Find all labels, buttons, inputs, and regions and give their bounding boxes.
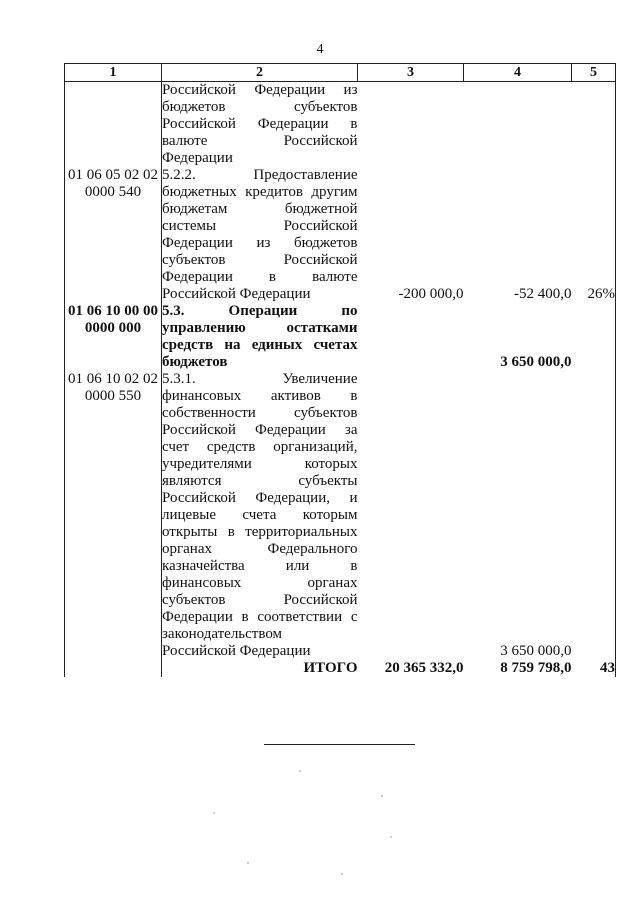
page-number: 4 — [316, 42, 324, 57]
footer-rule — [264, 744, 415, 745]
row-col3: -200 000,0 — [398, 286, 464, 302]
row-col4: -52 400,0 — [514, 286, 572, 302]
total-col5: 43 — [572, 660, 616, 677]
row-col4: 3 650 000,0 — [500, 354, 572, 370]
row-code: 01 06 10 00 00 0000 000 — [65, 303, 162, 371]
budget-table — [64, 63, 616, 677]
total-col3: 20 365 332,0 — [384, 660, 464, 676]
scan-speck — [247, 862, 249, 864]
row-col4: 3 650 000,0 — [500, 643, 572, 659]
row-col5 — [572, 303, 616, 371]
row-col4 — [464, 82, 572, 168]
table-row — [65, 303, 616, 371]
row-col5 — [572, 82, 616, 168]
scan-speck — [381, 795, 383, 797]
row-code — [65, 82, 162, 168]
total-code — [65, 660, 162, 677]
scan-speck — [213, 812, 215, 814]
header-col-2: 2 — [162, 64, 358, 82]
row-col5 — [572, 371, 616, 660]
table-row — [65, 371, 616, 660]
header-col-1: 1 — [65, 64, 162, 82]
header-col-4: 4 — [464, 64, 572, 82]
scan-speck — [341, 873, 343, 875]
row-text: 5.3.1. Увеличение финансовых активов в собственности субъектов Российской Федерации за счет средств организаций, учредителями которых являются субъекты Российской Федерации, и лицевые счета которым открыты в территориальных органах Федерального казначейства или в финансовых органах субъектов Российской Федерации в соответствии с законодательством Российской Федерации — [162, 371, 358, 659]
total-row — [65, 660, 616, 677]
total-label: ИТОГО — [162, 660, 358, 677]
header-col-3: 3 — [358, 64, 464, 82]
row-text: 5.3. Операции по управлению остатками средств на единых счетах бюджетов — [162, 303, 358, 370]
total-col4: 8 759 798,0 — [500, 660, 572, 676]
header-col-5: 5 — [572, 64, 616, 82]
row-col3 — [358, 371, 464, 660]
row-code: 01 06 10 02 02 0000 550 — [65, 371, 162, 660]
row-text: Российской Федерации из бюджетов субъектов Российской Федерации в валюте Российской Федерации — [162, 82, 358, 166]
header-row — [65, 64, 616, 82]
table-row — [65, 167, 616, 303]
scan-speck — [299, 770, 301, 772]
row-col3 — [358, 303, 464, 371]
row-code: 01 06 05 02 02 0000 540 — [65, 167, 162, 303]
row-col5: 26% — [572, 167, 616, 303]
scan-speck — [390, 836, 392, 838]
row-col3 — [358, 82, 464, 168]
row-text: 5.2.2. Предоставление бюджетных кредитов другим бюджетам бюджетной системы Российской Федерации из бюджетов субъектов Российской Федерации в валюте Российской Федерации — [162, 167, 358, 302]
table-row — [65, 82, 616, 168]
